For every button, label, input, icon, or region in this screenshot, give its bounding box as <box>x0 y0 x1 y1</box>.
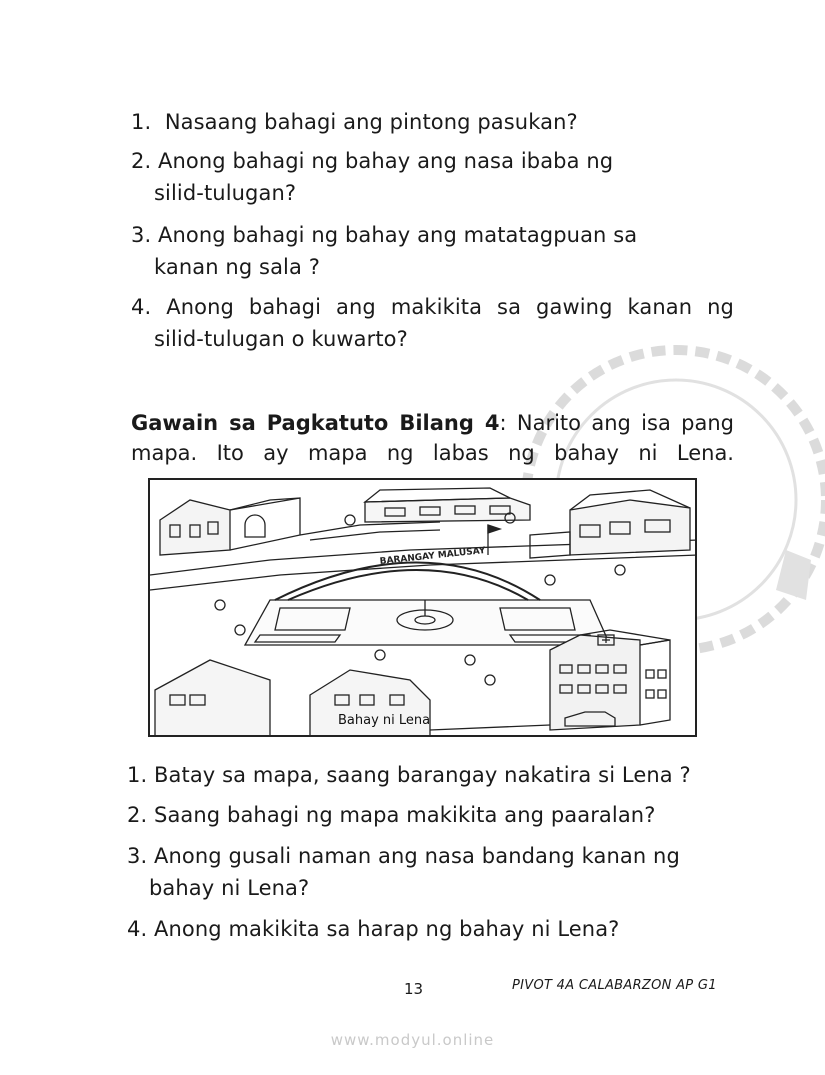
neighborhood-map <box>148 478 697 737</box>
bottom-question-3-cont <box>149 872 309 904</box>
activity-text: : Narito ang isa pang mapa. Ito ay mapa ng labas ng bahay ni Lena. <box>131 411 734 465</box>
question-number: 4. <box>127 917 148 941</box>
question-text-cont: silid-tulugan o kuwarto? <box>154 327 408 351</box>
bottom-question-1 <box>127 759 691 791</box>
question-text: Anong bahagi ng bahay ang nasa ibaba ng <box>158 149 614 173</box>
watermark-url: www.modyul.online <box>330 1031 495 1049</box>
question-number: 2. <box>131 149 152 173</box>
question-number: 3. <box>131 223 152 247</box>
activity-instruction <box>131 408 734 468</box>
house-label: Bahay ni Lena <box>338 713 431 728</box>
question-text: Anong gusali naman ang nasa bandang kanan ng <box>154 844 680 868</box>
question-text: Anong bahagi ng bahay ang matatagpuan sa <box>158 223 638 247</box>
question-text: Nasaang bahagi ang pintong pasukan? <box>164 110 578 134</box>
question-number: 3. <box>127 844 148 868</box>
question-text: Saang bahagi ng mapa makikita ang paaralan? <box>154 803 656 827</box>
footer-code: PIVOT 4A CALABARZON AP G1 <box>512 978 717 993</box>
top-question-1 <box>131 106 734 138</box>
top-question-2 <box>131 145 734 177</box>
bottom-question-3 <box>127 840 680 872</box>
map-drawing <box>150 480 697 737</box>
question-number: 2. <box>127 803 148 827</box>
top-question-4-cont <box>154 323 408 355</box>
question-number: 1. <box>127 763 148 787</box>
arch-sign-text: BARANGAY MALUSAY <box>379 545 486 567</box>
bottom-question-2 <box>127 799 655 831</box>
top-question-3-cont <box>154 251 320 283</box>
top-question-4 <box>131 291 734 323</box>
question-text-cont: silid-tulugan? <box>154 181 297 205</box>
question-number: 4. <box>131 295 152 319</box>
page-number: 13 <box>404 980 424 998</box>
activity-title: Gawain sa Pagkatuto Bilang 4 <box>131 411 500 435</box>
question-number: 1. <box>131 110 152 134</box>
top-question-3 <box>131 219 734 251</box>
question-text: Anong bahagi ang makikita sa gawing kanan ng <box>166 295 734 319</box>
question-text-cont: kanan ng sala ? <box>154 255 320 279</box>
question-text-cont: bahay ni Lena? <box>149 876 310 900</box>
bottom-question-4 <box>127 913 619 945</box>
question-text: Batay sa mapa, saang barangay nakatira si Lena ? <box>154 763 691 787</box>
question-text: Anong makikita sa harap ng bahay ni Lena? <box>154 917 620 941</box>
top-question-2-cont <box>154 177 296 209</box>
